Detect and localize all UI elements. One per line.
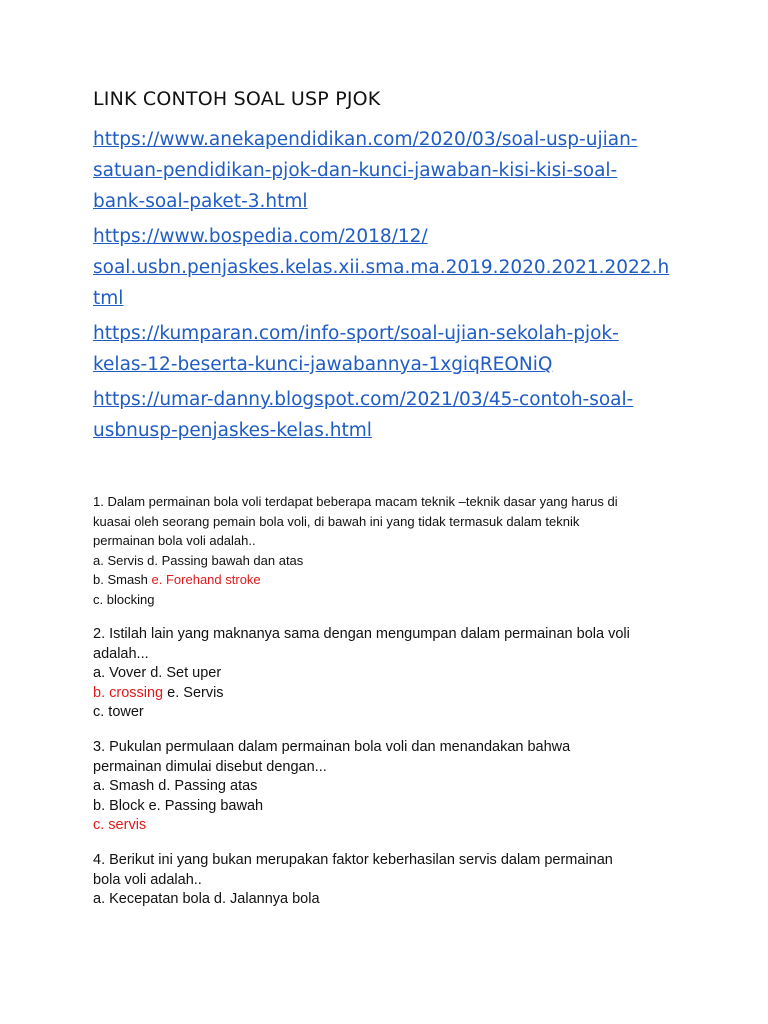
answer-highlight: e. Forehand stroke	[151, 572, 261, 587]
question-2-text-line: adalah...	[93, 645, 149, 662]
link-list	[93, 124, 733, 450]
link-umar-danny[interactable]: https://umar-danny.blogspot.com/2021/03/45-contoh-soal- usbnusp-penjaskes-kelas.html	[93, 389, 634, 441]
question-3-text-line: 3. Pukulan permulaan dalam permainan bola voli dan menandakan bahwa	[93, 739, 571, 755]
question-2	[93, 625, 693, 723]
question-4-text-line: bola voli adalah..	[93, 871, 202, 888]
question-1	[93, 492, 693, 609]
question-2-option-a-d: a. Vover d. Set uper	[93, 665, 222, 681]
answer-highlight: b. crossing	[93, 684, 164, 701]
link-kumparan[interactable]: https://kumparan.com/info-sport/soal-ujian-sekolah-pjok- kelas-12-beserta-kunci-jawabannya-1xgiqREONiQ	[93, 323, 619, 375]
question-2-text-line: 2. Istilah lain yang maknanya sama dengan mengumpan dalam permainan bola voli	[93, 626, 630, 642]
question-1-option-b-e: b. Smash e. Forehand stroke	[93, 572, 261, 587]
page-title: LINK CONTOH SOAL USP PJOK	[93, 88, 381, 110]
question-1-text-line: permainan bola voli adalah..	[93, 533, 256, 548]
question-1-option-a-d: a. Servis d. Passing bawah dan atas	[93, 552, 304, 568]
question-2-option-c: c. tower	[93, 704, 144, 720]
question-1-option-c: c. blocking	[93, 591, 155, 607]
question-3-text-line: permainan dimulai disebut dengan...	[93, 758, 327, 775]
question-1-text-line: kuasai oleh seorang pemain bola voli, di bawah ini yang tidak termasuk dalam teknik	[93, 513, 580, 529]
question-3-option-b-e: b. Block e. Passing bawah	[93, 797, 264, 814]
question-1-text-line: 1. Dalam permainan bola voli terdapat beberapa macam teknik –teknik dasar yang harus di	[93, 494, 618, 509]
answer-highlight: c. servis	[93, 817, 147, 833]
question-2-option-b-e: b. crossing e. Servis	[93, 684, 224, 701]
question-4-option-a-d: a. Kecepatan bola d. Jalannya bola	[93, 891, 320, 907]
question-3-option-a-d: a. Smash d. Passing atas	[93, 778, 258, 794]
question-4-text-line: 4. Berikut ini yang bukan merupakan faktor keberhasilan servis dalam permainan	[93, 852, 613, 868]
link-anekapendidikan[interactable]: https://www.anekapendidikan.com/2020/03/soal-usp-ujian- satuan-pendidikan-pjok-dan-kunci-jawaban-kisi-kisi-soal- bank-soal-paket-3.html	[93, 129, 638, 212]
question-3	[93, 738, 693, 836]
question-4	[93, 851, 693, 910]
link-bospedia[interactable]: https://www.bospedia.com/2018/12/ soal.usbn.penjaskes.kelas.xii.sma.ma.2019.2020.2021.2022.h tml	[93, 226, 670, 309]
